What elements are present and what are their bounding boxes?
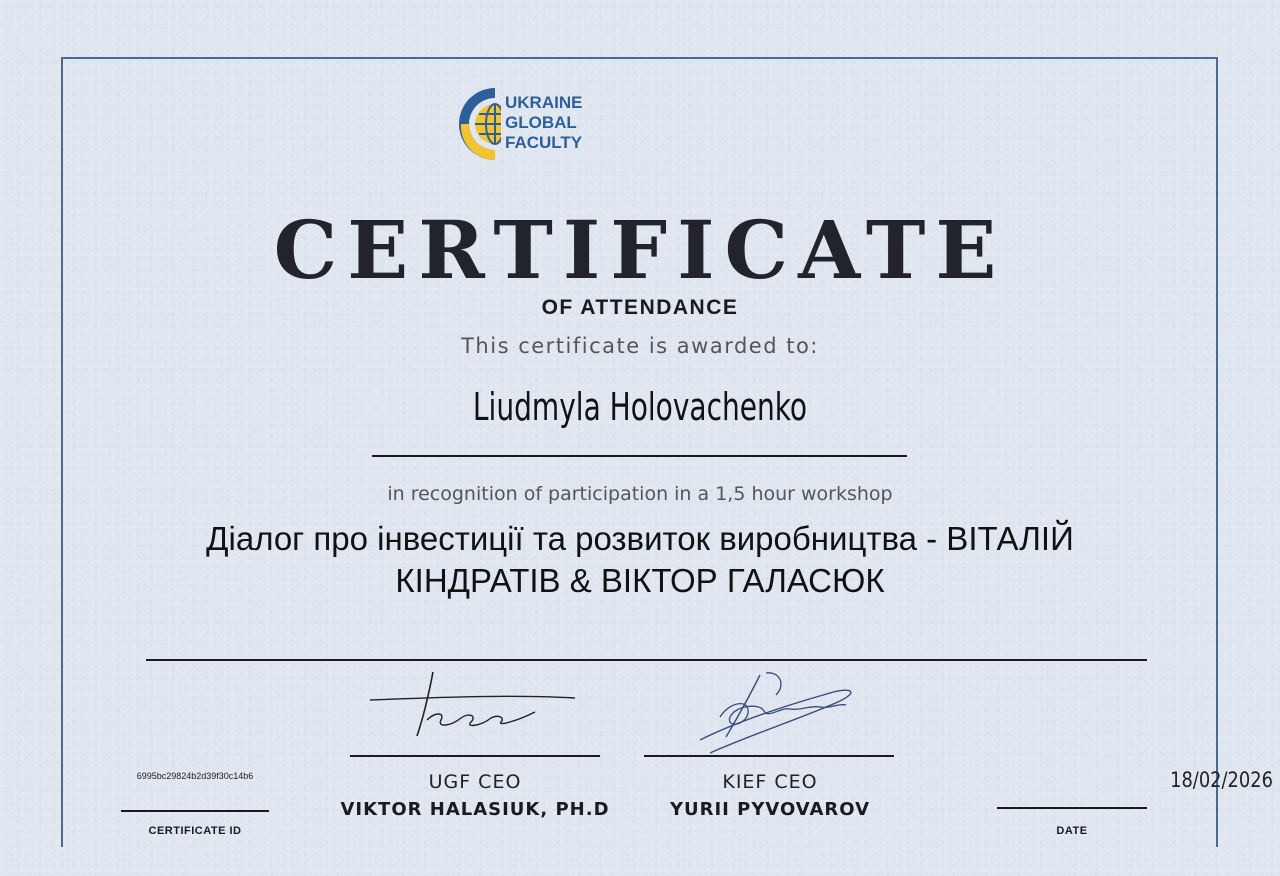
footer-divider (146, 659, 1147, 661)
certificate-border (61, 57, 1218, 847)
signature-halasiuk-icon (365, 668, 585, 748)
signature-pyvovarov-icon (690, 665, 870, 760)
logo-text (505, 93, 582, 153)
workshop-title (140, 518, 1140, 602)
certificate-id-value: 6995bc29824b2d39f30c14b6 (136, 771, 254, 781)
logo-line-2: GLOBAL (505, 113, 577, 132)
logo-line-1: UKRAINE (505, 93, 583, 112)
certificate-subtitle: OF ATTENDANCE (541, 296, 739, 319)
certificate-id-label: CERTIFICATE ID (148, 825, 242, 837)
logo-line-3: FACULTY (505, 133, 583, 152)
signer1-line (350, 755, 600, 757)
awarded-to-text: This certificate is awarded to: (461, 334, 819, 358)
globe-logo-icon (457, 84, 501, 164)
recipient-underline (372, 455, 907, 457)
recipient-name: Liudmyla Holovachenko (472, 385, 808, 429)
signer2-role: KIEF CEO (722, 771, 818, 793)
date-label: DATE (1056, 825, 1088, 837)
date-value: 18/02/2026 (1170, 768, 1273, 792)
workshop-title-line-2: КІНДРАТІВ & ВІКТОР ГАЛАСЮК (395, 562, 885, 599)
signer2-name: YURII PYVOVAROV (669, 799, 871, 820)
certificate-id-line (121, 810, 269, 812)
certificate-title: CERTIFICATE (273, 203, 1007, 297)
signer1-role: UGF CEO (428, 771, 522, 793)
recognition-text: in recognition of participation in a 1,5 hour workshop (387, 483, 893, 505)
date-line (997, 807, 1147, 809)
signer2-line (644, 755, 894, 757)
ukraine-global-faculty-logo (457, 84, 597, 164)
workshop-title-line-1: Діалог про інвестиції та розвиток виробництва - ВІТАЛІЙ (206, 520, 1074, 557)
signer1-name: VIKTOR HALASIUK, PH.D (340, 799, 610, 820)
